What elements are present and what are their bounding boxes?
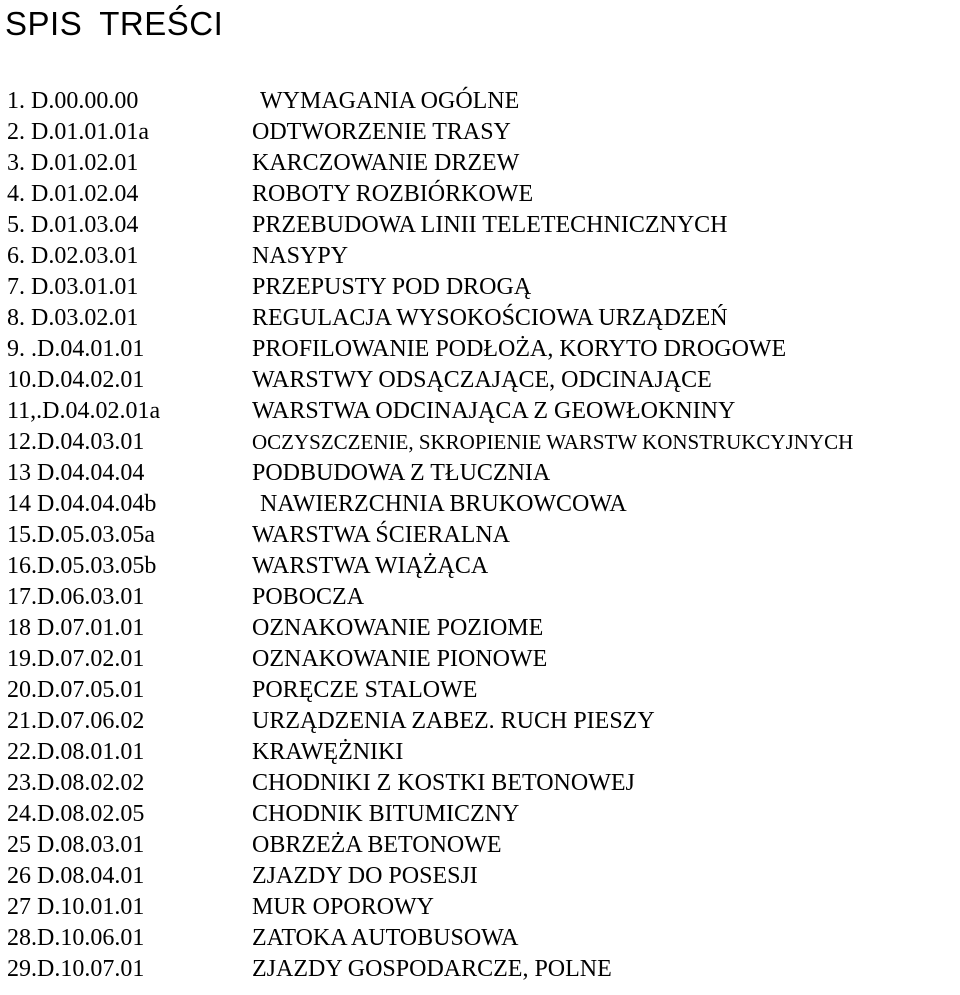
toc-entry-title: PODBUDOWA Z TŁUCZNIA — [252, 460, 551, 486]
toc-entry-code: 20.D.07.05.01 — [7, 677, 145, 703]
toc-entry-title: PRZEPUSTY POD DROGĄ — [252, 274, 532, 300]
toc-entry — [7, 365, 957, 396]
toc-entry-title: ZATOKA AUTOBUSOWA — [252, 925, 519, 951]
toc-entry — [7, 799, 957, 830]
toc-entry — [7, 737, 957, 768]
toc-entry-code: 15.D.05.03.05a — [7, 522, 155, 548]
toc-entry-code: 2. D.01.01.01a — [7, 119, 149, 145]
toc-entry-code: 21.D.07.06.02 — [7, 708, 145, 734]
toc-entry-code: 23.D.08.02.02 — [7, 770, 145, 796]
page-title: SPIS TREŚCI — [5, 5, 224, 42]
toc-entry — [7, 148, 957, 179]
toc-entry-title: URZĄDZENIA ZABEZ. RUCH PIESZY — [252, 708, 655, 734]
toc-entry-title: OBRZEŻA BETONOWE — [252, 832, 502, 858]
toc-entry-code: 26 D.08.04.01 — [7, 863, 145, 889]
toc-entry-title: REGULACJA WYSOKOŚCIOWA URZĄDZEŃ — [252, 305, 728, 331]
toc-entry-title: CHODNIKI Z KOSTKI BETONOWEJ — [252, 770, 635, 796]
toc-entry-code: 25 D.08.03.01 — [7, 832, 145, 858]
toc-entry — [7, 272, 957, 303]
toc-entry-code: 7. D.03.01.01 — [7, 274, 139, 300]
toc-entry-title: NASYPY — [252, 243, 349, 269]
toc-entry-title: NAWIERZCHNIA BRUKOWCOWA — [260, 491, 627, 517]
toc-entry — [7, 582, 957, 613]
toc-entry-code: 8. D.03.02.01 — [7, 305, 139, 331]
toc-entry-title: OCZYSZCZENIE, SKROPIENIE WARSTW KONSTRUKCYJNYCH — [252, 430, 854, 454]
toc-entry-code: 4. D.01.02.04 — [7, 181, 139, 207]
toc-entry-code: 27 D.10.01.01 — [7, 894, 145, 920]
toc-entry-code: 29.D.10.07.01 — [7, 956, 145, 982]
toc-entry — [7, 954, 957, 985]
toc-entry — [7, 675, 957, 706]
toc-entry-code: 28.D.10.06.01 — [7, 925, 145, 951]
toc-entry-title: ROBOTY ROZBIÓRKOWE — [252, 181, 534, 207]
toc-entry — [7, 210, 957, 241]
toc-entry-title: OZNAKOWANIE POZIOME — [252, 615, 544, 641]
toc-entry-title: WARSTWA WIĄŻĄCA — [252, 553, 489, 579]
toc-entry-code: 24.D.08.02.05 — [7, 801, 145, 827]
toc-entry-title: KARCZOWANIE DRZEW — [252, 150, 520, 176]
toc-entry — [7, 892, 957, 923]
toc-entry-code: 6. D.02.03.01 — [7, 243, 139, 269]
toc-entry — [7, 613, 957, 644]
toc-entry-code: 19.D.07.02.01 — [7, 646, 145, 672]
toc-entry — [7, 923, 957, 954]
toc-entry-code: 16.D.05.03.05b — [7, 553, 157, 579]
toc-entry-title: KRAWĘŻNIKI — [252, 739, 404, 765]
toc-entry — [7, 396, 957, 427]
toc-entry-code: 9. .D.04.01.01 — [7, 336, 145, 362]
toc-entry-code: 10.D.04.02.01 — [7, 367, 145, 393]
toc-entry-title: OZNAKOWANIE PIONOWE — [252, 646, 548, 672]
toc-entry-code: 3. D.01.02.01 — [7, 150, 139, 176]
toc-entry — [7, 427, 957, 458]
toc-entry-title: PRZEBUDOWA LINII TELETECHNICZNYCH — [252, 212, 728, 238]
toc-entry — [7, 117, 957, 148]
toc-entry — [7, 489, 957, 520]
toc-entry — [7, 644, 957, 675]
toc-entry-code: 13 D.04.04.04 — [7, 460, 145, 486]
toc-entry-title: WYMAGANIA OGÓLNE — [260, 88, 520, 114]
toc-entry-title: PORĘCZE STALOWE — [252, 677, 478, 703]
toc-entry-title: WARSTWA ŚCIERALNA — [252, 522, 511, 548]
toc-entry — [7, 520, 957, 551]
toc-entry — [7, 706, 957, 737]
toc-entry — [7, 830, 957, 861]
toc-entry — [7, 458, 957, 489]
toc-entry — [7, 241, 957, 272]
table-of-contents — [7, 86, 957, 985]
toc-entry-title: PROFILOWANIE PODŁOŻA, KORYTO DROGOWE — [252, 336, 787, 362]
toc-entry-title: ODTWORZENIE TRASY — [252, 119, 511, 145]
toc-entry — [7, 303, 957, 334]
toc-entry-title: ZJAZDY DO POSESJI — [252, 863, 478, 889]
toc-entry-title: POBOCZA — [252, 584, 365, 610]
toc-entry-code: 12.D.04.03.01 — [7, 429, 145, 455]
toc-entry — [7, 179, 957, 210]
toc-entry-code: 14 D.04.04.04b — [7, 491, 157, 517]
toc-entry-title: ZJAZDY GOSPODARCZE, POLNE — [252, 956, 612, 982]
toc-entry-code: 5. D.01.03.04 — [7, 212, 139, 238]
toc-entry-code: 22.D.08.01.01 — [7, 739, 145, 765]
toc-entry-code: 18 D.07.01.01 — [7, 615, 145, 641]
toc-entry — [7, 334, 957, 365]
toc-entry-code: 17.D.06.03.01 — [7, 584, 145, 610]
toc-entry — [7, 86, 957, 117]
toc-entry — [7, 551, 957, 582]
toc-entry-title: CHODNIK BITUMICZNY — [252, 801, 520, 827]
toc-entry-title: WARSTWY ODSĄCZAJĄCE, ODCINAJĄCE — [252, 367, 712, 393]
toc-entry-code: 1. D.00.00.00 — [7, 88, 139, 114]
toc-entry-title: MUR OPOROWY — [252, 894, 435, 920]
toc-entry — [7, 768, 957, 799]
toc-entry-code: 11,.D.04.02.01a — [7, 398, 161, 424]
toc-entry-title: WARSTWA ODCINAJĄCA Z GEOWŁOKNINY — [252, 398, 736, 424]
toc-entry — [7, 861, 957, 892]
